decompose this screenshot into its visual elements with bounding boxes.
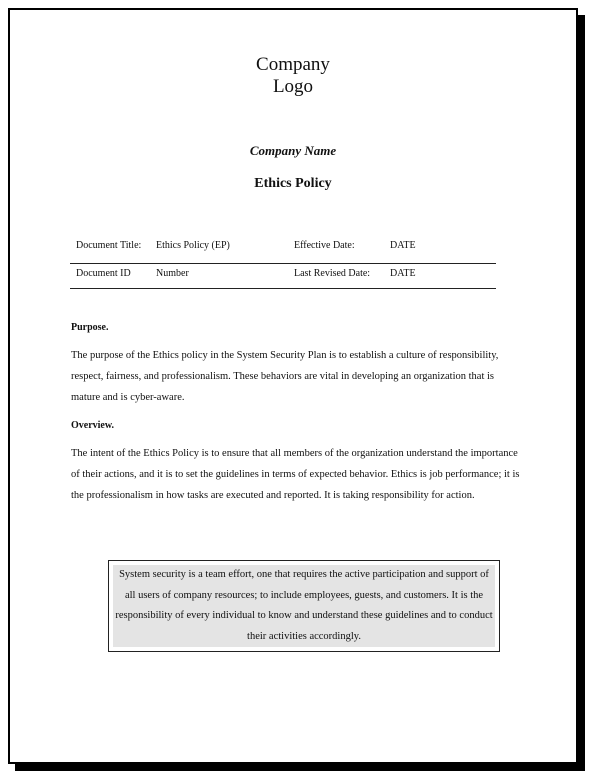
logo-line-2: Logo — [272, 76, 314, 97]
meta-label-revised-date: Last Revised Date: — [294, 268, 371, 279]
callout-box — [108, 560, 500, 652]
document-meta-table — [70, 236, 496, 289]
overview-heading: Overview. — [71, 420, 115, 431]
purpose-heading: Purpose. — [71, 322, 109, 333]
meta-value-effective-date: DATE — [390, 240, 416, 251]
meta-value-title: Ethics Policy (EP) — [156, 240, 230, 251]
meta-label-effective-date: Effective Date: — [294, 240, 355, 251]
meta-label-title: Document Title: — [76, 240, 142, 251]
overview-paragraph: The intent of the Ethics Policy is to ensure that all members of the organization understand the importance of their actions, and it is to set the guidelines in terms of expected behavior. Ethics is job performance; it is the professionalism in how tasks are executed and reported. It is taking responsibility for action. — [71, 448, 520, 501]
logo-line-1: Company — [256, 54, 330, 75]
meta-label-id: Document ID — [76, 268, 131, 279]
meta-value-id: Number — [156, 268, 189, 279]
meta-value-revised-date: DATE — [390, 268, 416, 279]
purpose-paragraph: The purpose of the Ethics policy in the System Security Plan is to establish a culture of responsibility, respect, fairness, and professionalism. These behaviors are vital in developing an organization that is mature and is cyber-aware. — [71, 350, 499, 403]
meta-row-id — [70, 264, 496, 289]
document-page — [8, 8, 578, 764]
company-logo — [10, 54, 576, 98]
callout-text: System security is a team effort, one that requires the active participation and support of all users of company resources; to include employees, guests, and customers. It is the responsibility of every individual to know and understand these guidelines and to conduct their activities accordingly. — [113, 565, 495, 647]
document-title: Ethics Policy — [254, 176, 332, 191]
company-name: Company Name — [249, 143, 337, 158]
meta-row-title — [70, 236, 496, 264]
